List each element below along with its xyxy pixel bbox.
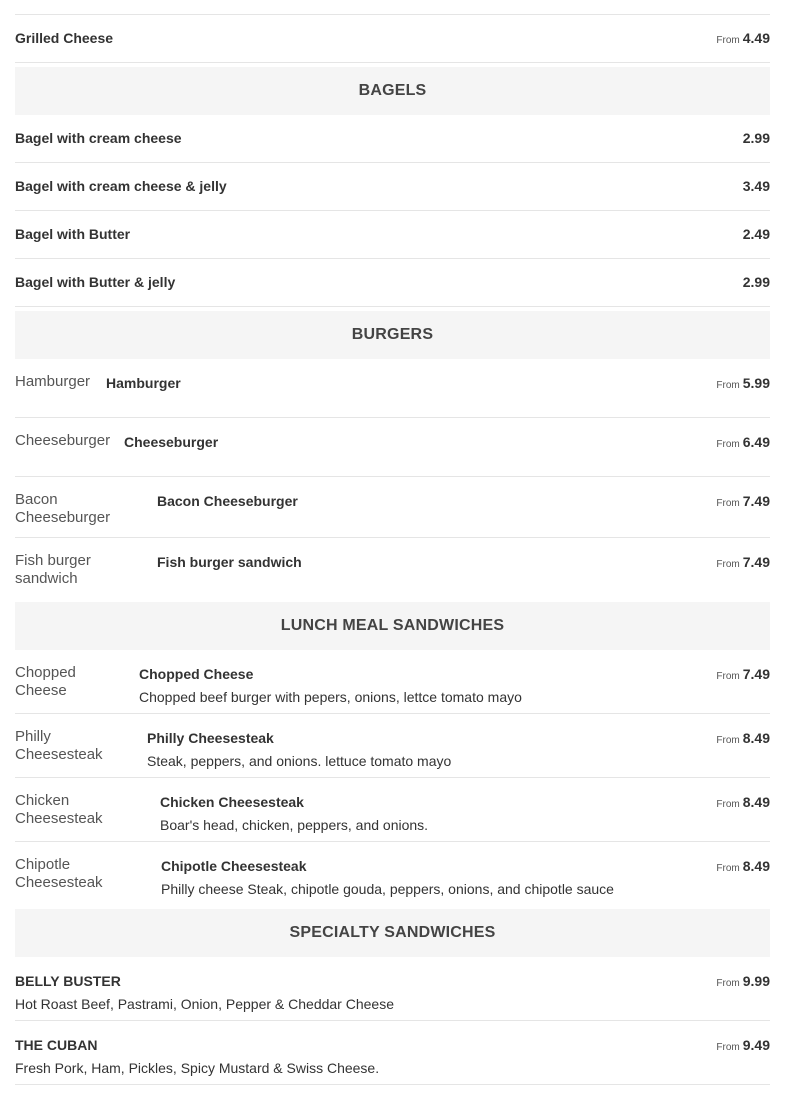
- item-price: [716, 1036, 770, 1057]
- item-description: Philly cheese Steak, chipotle gouda, peppers, onions, and chipotle sauce: [161, 881, 614, 897]
- alt-text: Chicken Cheesesteak: [15, 792, 103, 827]
- item-name: Philly Cheesesteak: [147, 730, 274, 746]
- item-price: [716, 29, 770, 50]
- menu-item[interactable]: [15, 1021, 770, 1085]
- item-price: [716, 374, 770, 395]
- from-label: From: [716, 559, 740, 570]
- item-name: Fish burger sandwich: [157, 554, 302, 570]
- item-description: Hot Roast Beef, Pastrami, Onion, Pepper & Cheddar Cheese: [15, 996, 394, 1012]
- item-name: Grilled Cheese: [15, 30, 114, 46]
- menu-item[interactable]: [15, 957, 770, 1021]
- menu-item[interactable]: [15, 842, 770, 905]
- item-name: Chopped Cheese: [139, 666, 254, 682]
- item-description: Boar's head, chicken, peppers, and onions.: [160, 817, 429, 833]
- item-price: [743, 129, 770, 147]
- item-price: [716, 553, 770, 574]
- from-label: From: [716, 978, 740, 989]
- price-amount: 8.49: [742, 794, 770, 810]
- item-name: BELLY BUSTER: [15, 973, 121, 989]
- item-image-alt: [15, 552, 148, 588]
- alt-text: Philly Cheesesteak: [15, 728, 103, 763]
- item-image-alt: [15, 664, 130, 700]
- item-name: Chipotle Cheesesteak: [161, 858, 307, 874]
- price-amount: 8.49: [742, 730, 770, 746]
- item-name: Bagel with cream cheese: [15, 130, 182, 146]
- item-description: Steak, peppers, and onions. lettuce tomato mayo: [147, 753, 452, 769]
- price-amount: 7.49: [742, 493, 770, 509]
- item-price: [716, 665, 770, 686]
- item-image-alt: [15, 373, 97, 391]
- menu-item[interactable]: [15, 778, 770, 842]
- section-header-specialty-sandwiches: SPECIALTY SANDWICHES: [15, 909, 770, 957]
- item-price: [716, 972, 770, 993]
- alt-text: Chopped Cheese: [15, 664, 76, 699]
- menu-item[interactable]: [15, 211, 770, 259]
- price-amount: 7.49: [742, 666, 770, 682]
- item-name: Bagel with Butter: [15, 226, 131, 242]
- price-amount: 7.49: [742, 554, 770, 570]
- item-image-alt: [15, 792, 151, 828]
- item-image-alt: [15, 728, 138, 764]
- section-header-lunch-meal-sandwiches: LUNCH MEAL SANDWICHES: [15, 602, 770, 650]
- section-header-bagels: BAGELS: [15, 67, 770, 115]
- alt-text: Chipotle Cheesesteak: [15, 856, 103, 891]
- item-name: Bagel with cream cheese & jelly: [15, 178, 227, 194]
- item-price: [743, 225, 770, 243]
- price-amount: 5.99: [742, 375, 770, 391]
- menu-item[interactable]: [15, 477, 770, 538]
- item-image-alt: [15, 432, 115, 450]
- menu-list: [15, 0, 770, 1085]
- price-amount: 2.49: [742, 226, 770, 242]
- section-header-burgers: BURGERS: [15, 311, 770, 359]
- from-label: From: [716, 671, 740, 682]
- menu-item-cut-off: [15, 0, 770, 15]
- item-image-alt: [15, 856, 152, 892]
- price-amount: 9.49: [742, 1037, 770, 1053]
- price-amount: 6.49: [742, 434, 770, 450]
- price-amount: 4.49: [742, 30, 770, 46]
- from-label: From: [716, 735, 740, 746]
- from-label: From: [716, 1042, 740, 1053]
- from-label: From: [716, 799, 740, 810]
- item-name: Bagel with Butter & jelly: [15, 274, 176, 290]
- item-description: Chopped beef burger with pepers, onions, lettce tomato mayo: [139, 689, 522, 705]
- alt-text: Fish burger sandwich: [15, 552, 91, 587]
- item-name: THE CUBAN: [15, 1037, 98, 1053]
- menu-item[interactable]: [15, 359, 770, 418]
- from-label: From: [716, 498, 740, 509]
- menu-item[interactable]: [15, 259, 770, 307]
- price-amount: 2.99: [742, 130, 770, 146]
- menu-item[interactable]: [15, 714, 770, 778]
- item-image-alt: [15, 491, 148, 527]
- menu-item[interactable]: [15, 538, 770, 598]
- alt-text: Cheeseburger: [15, 432, 111, 449]
- item-price: [716, 433, 770, 454]
- item-name: Bacon Cheeseburger: [157, 493, 298, 509]
- item-price: [716, 857, 770, 878]
- menu-item[interactable]: [15, 15, 770, 63]
- menu-item[interactable]: [15, 418, 770, 477]
- item-price: [716, 492, 770, 513]
- price-amount: 8.49: [742, 858, 770, 874]
- alt-text: Hamburger: [15, 373, 91, 390]
- price-amount: 2.99: [742, 274, 770, 290]
- item-price: [716, 793, 770, 814]
- item-name: Chicken Cheesesteak: [160, 794, 304, 810]
- item-price: [743, 177, 770, 195]
- from-label: From: [716, 380, 740, 391]
- price-amount: 3.49: [742, 178, 770, 194]
- menu-item[interactable]: [15, 115, 770, 163]
- price-amount: 9.99: [742, 973, 770, 989]
- item-name: Hamburger: [106, 375, 181, 391]
- menu-item[interactable]: [15, 650, 770, 714]
- alt-text: Bacon Cheeseburger: [15, 491, 111, 526]
- item-name: Cheeseburger: [124, 434, 219, 450]
- from-label: From: [716, 863, 740, 874]
- from-label: From: [716, 35, 740, 46]
- item-price: [743, 273, 770, 291]
- from-label: From: [716, 439, 740, 450]
- menu-item[interactable]: [15, 163, 770, 211]
- item-price: [716, 729, 770, 750]
- item-description: Fresh Pork, Ham, Pickles, Spicy Mustard & Swiss Cheese.: [15, 1060, 380, 1076]
